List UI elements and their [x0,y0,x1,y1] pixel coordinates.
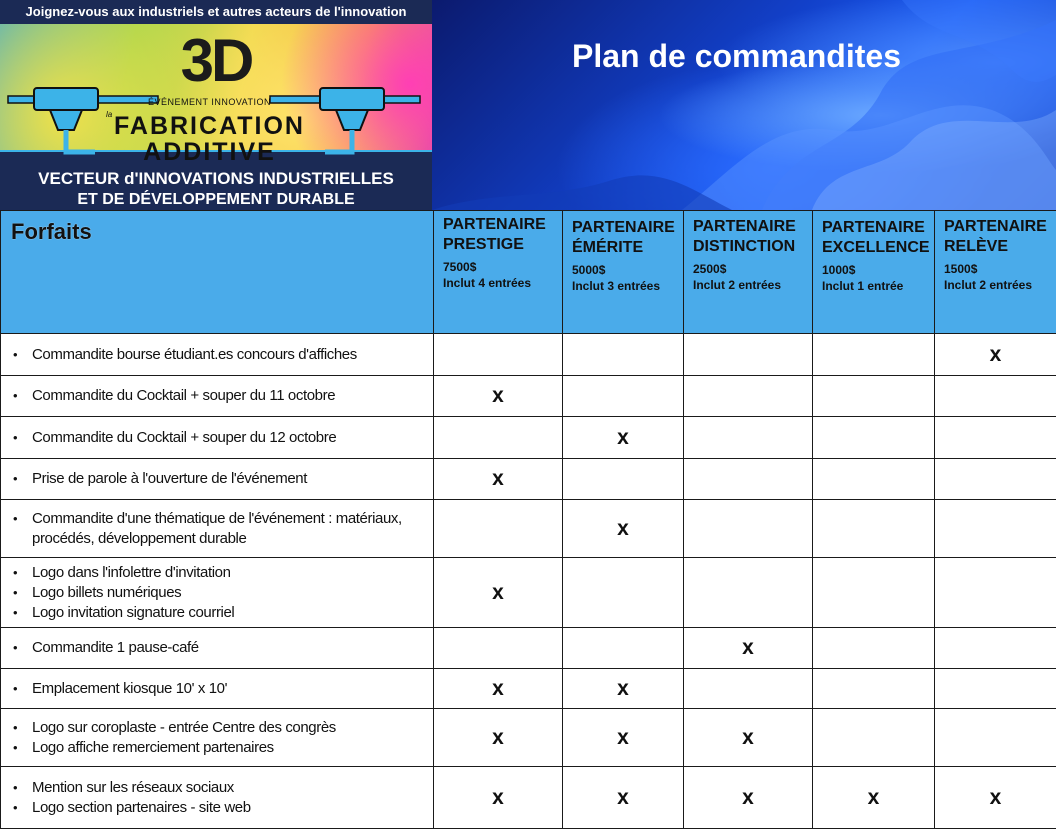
partner-benefit-cell [684,669,813,709]
logo-la: la [106,110,112,119]
included-mark: x [492,467,504,490]
partner-benefit-cell [563,709,684,767]
partner-benefit-cell [813,417,935,459]
partner-benefit-cell [684,376,813,417]
partner-price: 2500$ [693,261,804,277]
partner-benefit-cell [563,500,684,558]
feature-list [13,718,427,758]
table-row [1,417,1056,459]
partner-benefit-cell [563,376,684,417]
feature-item: • Commandite 1 pause-café [13,638,427,658]
included-mark: x [492,726,504,749]
partner-tier: EXCELLENCE [822,238,926,258]
partner-benefit-cell [434,376,563,417]
logo-line-fabrication: FABRICATION [0,112,419,140]
partner-benefit-cell [935,376,1056,417]
feature-cell [1,500,434,558]
feature-cell [1,334,434,376]
partner-benefit-cell [434,628,563,669]
partner-benefit-cell [813,334,935,376]
table-body [1,334,1056,829]
partner-entries: Inclut 2 entrées [693,277,804,294]
included-mark: x [742,636,754,659]
feature-item: • Prise de parole à l'ouverture de l'événement [13,469,427,489]
partner-benefit-cell [434,709,563,767]
logo-event-label: ÉVÉNEMENT INNOVATION [0,97,419,107]
partner-header-releve [935,211,1056,334]
included-mark: x [742,726,754,749]
feature-item: • Logo invitation signature courriel [13,603,427,623]
table-row [1,709,1056,767]
included-mark: x [492,786,504,809]
feature-cell [1,376,434,417]
feature-list [13,563,427,623]
table-header-row [1,211,1056,334]
included-mark: x [617,517,629,540]
partner-benefit-cell [935,459,1056,500]
partner-benefit-cell [434,669,563,709]
feature-item: • Commandite du Cocktail + souper du 11 octobre [13,386,427,406]
partner-header-excellence [813,211,935,334]
feature-cell [1,709,434,767]
included-mark: x [990,786,1002,809]
feature-cell [1,669,434,709]
feature-cell [1,459,434,500]
partner-tier: DISTINCTION [693,237,804,257]
table-row [1,669,1056,709]
included-mark: x [990,343,1002,366]
partner-entries: Inclut 4 entrées [443,275,554,292]
partner-benefit-cell [684,500,813,558]
partner-header-distinction [684,211,813,334]
forfaits-header: Forfaits [1,211,434,334]
partner-benefit-cell [935,669,1056,709]
feature-item: • Logo affiche remerciement partenaires [13,738,427,758]
included-mark: x [617,677,629,700]
partner-benefit-cell [813,459,935,500]
partner-label: PARTENAIRE [944,217,1048,237]
feature-cell [1,417,434,459]
feature-list [13,679,427,699]
partner-label: PARTENAIRE [822,218,926,238]
included-mark: x [492,384,504,407]
partner-benefit-cell [813,376,935,417]
feature-item: • Commandite du Cocktail + souper du 12 octobre [13,428,427,448]
included-mark: x [492,677,504,700]
partner-benefit-cell [434,500,563,558]
feature-list [13,345,427,365]
partner-benefit-cell [684,459,813,500]
logo-3d: 3D [0,28,432,94]
partner-benefit-cell [684,558,813,628]
feature-cell [1,628,434,669]
included-mark: x [617,726,629,749]
feature-list [13,428,427,448]
feature-list [13,386,427,406]
included-mark: x [742,786,754,809]
partner-label: PARTENAIRE [693,217,804,237]
included-mark: x [617,426,629,449]
feature-item: • Commandite bourse étudiant.es concours d'affiches [13,345,427,365]
partner-price: 7500$ [443,259,554,275]
feature-item: • Mention sur les réseaux sociaux [13,778,427,798]
partner-label: PARTENAIRE [443,215,554,235]
partner-benefit-cell [935,417,1056,459]
partner-benefit-cell [563,669,684,709]
sponsorship-table [0,210,1056,829]
event-logo-banner [0,0,432,210]
partner-benefit-cell [935,500,1056,558]
partner-benefit-cell [563,628,684,669]
partner-benefit-cell [434,767,563,829]
partner-benefit-cell [563,417,684,459]
partner-benefit-cell [813,669,935,709]
partner-benefit-cell [434,558,563,628]
included-mark: x [617,786,629,809]
partner-price: 1000$ [822,262,926,278]
partner-benefit-cell [935,709,1056,767]
partner-benefit-cell [434,334,563,376]
partner-entries: Inclut 1 entrée [822,278,926,295]
partner-price: 1500$ [944,261,1048,277]
partner-benefit-cell [684,709,813,767]
partner-benefit-cell [563,558,684,628]
partner-tier: RELÈVE [944,237,1048,257]
feature-item: • Logo dans l'infolettre d'invitation [13,563,427,583]
partner-benefit-cell [563,334,684,376]
partner-benefit-cell [684,767,813,829]
page-title: Plan de commandites [572,36,901,76]
partner-label: PARTENAIRE [572,218,675,238]
partner-header-emerite [563,211,684,334]
logo-line-vecteur: VECTEUR d'INNOVATIONS INDUSTRIELLES [0,168,432,190]
partner-benefit-cell [434,459,563,500]
partner-benefit-cell [935,558,1056,628]
table-row [1,376,1056,417]
table-row [1,628,1056,669]
table-row [1,558,1056,628]
feature-list [13,509,427,549]
partner-benefit-cell [813,767,935,829]
partner-benefit-cell [563,767,684,829]
feature-list [13,638,427,658]
logo-line-developpement: ET DE DÉVELOPPEMENT DURABLE [0,190,432,210]
table-row [1,334,1056,376]
partner-entries: Inclut 3 entrées [572,278,675,295]
blue-wave-artwork [432,0,1056,210]
included-mark: x [492,581,504,604]
partner-entries: Inclut 2 entrées [944,277,1048,294]
included-mark: x [868,786,880,809]
partner-benefit-cell [935,767,1056,829]
feature-cell [1,767,434,829]
banner-tagline: Joignez-vous aux industriels et autres acteurs de l'innovation [0,0,432,24]
feature-item: • Emplacement kiosque 10' x 10' [13,679,427,699]
table-row [1,767,1056,829]
partner-benefit-cell [935,628,1056,669]
partner-benefit-cell [684,417,813,459]
feature-list [13,778,427,818]
feature-item: • Logo sur coroplaste - entrée Centre des congrès [13,718,427,738]
partner-benefit-cell [684,334,813,376]
partner-benefit-cell [813,628,935,669]
partner-benefit-cell [813,500,935,558]
feature-list [13,469,427,489]
partner-benefit-cell [935,334,1056,376]
partner-tier: PRESTIGE [443,235,554,255]
feature-item: • Commandite d'une thématique de l'événement : matériaux, procédés, développement durable [13,509,427,549]
partner-benefit-cell [813,558,935,628]
table-row [1,500,1056,558]
title-banner [432,0,1056,210]
partner-tier: ÉMÉRITE [572,238,675,258]
partner-benefit-cell [563,459,684,500]
feature-item: • Logo section partenaires - site web [13,798,427,818]
partner-benefit-cell [813,709,935,767]
feature-cell [1,558,434,628]
logo-line-additive: ADDITIVE [0,138,419,166]
partner-benefit-cell [434,417,563,459]
partner-price: 5000$ [572,262,675,278]
table-row [1,459,1056,500]
feature-item: • Logo billets numériques [13,583,427,603]
partner-header-prestige [434,211,563,334]
partner-benefit-cell [684,628,813,669]
